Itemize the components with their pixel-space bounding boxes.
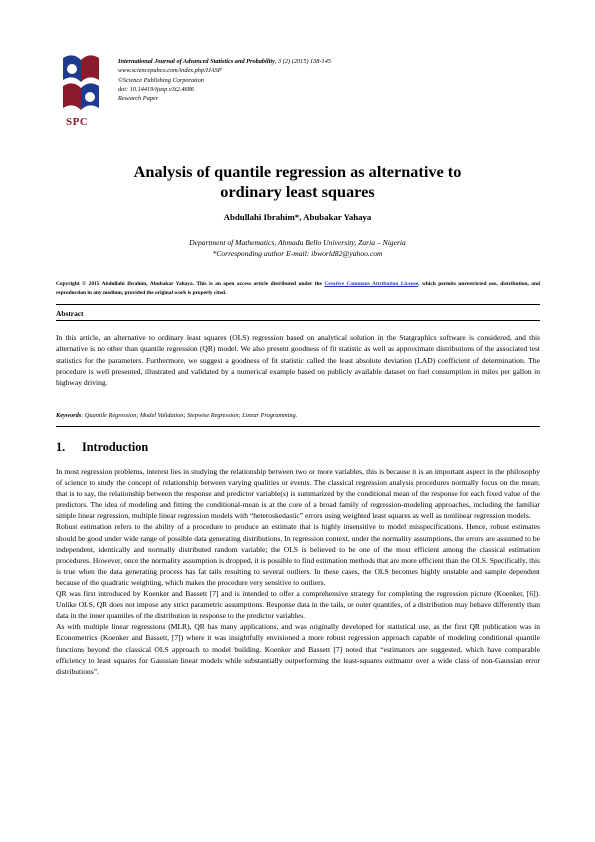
copyright-text-1: Copyright © 2015 Abdullahi Ibrahim, Abubakar Yahaya. This is an open access article distributed under the bbox=[56, 281, 325, 287]
introduction-body bbox=[56, 466, 540, 677]
publisher: ©Science Publishing Corporation bbox=[118, 76, 204, 84]
intro-paragraph: QR was first introduced by Koenker and Bassett [7] and is intended to offer a comprehensive strategy for completing the regression picture (Koenker, [6]). Unlike OLS, QR does not impose any strict parametric assumptions. Response data in the tails, or outer quantiles, of a distribution may behave differently than data in the inner quantiles of the distribution in response to the predictor variables. bbox=[56, 589, 540, 621]
section-number: 1. bbox=[56, 440, 66, 454]
copyright-notice bbox=[56, 280, 540, 297]
journal-website[interactable]: www.sciencepubco.com/index.php/IJASP bbox=[118, 67, 222, 75]
affiliation: Department of Mathematics, Ahmadu Bello University, Zaria – Nigeria bbox=[189, 238, 406, 247]
abstract-heading: Abstract bbox=[56, 309, 84, 318]
abstract-bottom-rule bbox=[56, 426, 540, 427]
section-heading-introduction bbox=[56, 440, 148, 455]
logo-text: SPC bbox=[66, 116, 89, 128]
article-type: Research Paper bbox=[118, 95, 159, 103]
journal-title: International Journal of Advanced Statistics and Probability bbox=[118, 58, 275, 65]
title-line-2: ordinary least squares bbox=[220, 181, 375, 201]
abstract-body: In this article, an alternative to ordinary least squares (OLS) regression based on analytical solution in the Statgraphics software is considered, and this alternative is no other than quantile regression (QR) model. We also present goodness of fit statistic as well as approximate distributions of the associated test statistics for the parameters. Furthermore, we suggest a goodness of fit statistic called the least absolute deviation (LAD) coefficient of determination. The procedure is well presented, illustrated and validated by a numerical example based on publicly available dataset on fuel consumption in miles per gallon in highway driving. bbox=[56, 333, 540, 387]
keywords-list: : Quantile Regression; Model Validation; Stepwise Regression; Linear Programming. bbox=[81, 412, 298, 419]
keywords-label: Keywords bbox=[56, 412, 82, 419]
abstract-heading-rule bbox=[56, 320, 540, 321]
corresponding-author: *Corresponding author E-mail: ibworld82@yahoo.com bbox=[212, 249, 383, 258]
keywords bbox=[56, 412, 540, 419]
title-line-1: Analysis of quantile regression as alternative to bbox=[133, 162, 462, 181]
copyright-text-2: , which permits unrestricted use, distribution, and reproduction in any medium, provided the original work is properly cited. bbox=[56, 281, 540, 296]
intro-paragraph: In most regression problems, interest lies in studying the relationship between two or more variables, this is because it is an important aspect in the philosophy of science to study the concept of relationship between varying qualities or events. The classical regression analysis procedures normally focus on the mean; that is to say, the relationship between the response and predictor variable(s) is summarized by the conditional mean of the response for each fixed value of the predictors. The idea of modeling and fitting the conditional-mean is at the core of a broad family of regression-modeling approaches, including the familiar simple linear regression, multiple linear regression models with “heteroskedastic” errors using weighted least squares as well as nonlinear regression models. bbox=[56, 467, 540, 521]
journal-info bbox=[118, 57, 331, 103]
doi[interactable]: doi: 10.14419/ijasp.v3i2.4686 bbox=[118, 85, 194, 93]
journal-citation bbox=[118, 57, 331, 66]
authors: Abdullahi Ibrahim*, Abubakar Yahaya bbox=[223, 212, 372, 222]
license-link[interactable]: Creative Commons Attribution License bbox=[324, 281, 419, 287]
intro-paragraph: Robust estimation refers to the ability of a procedure to produce an estimate that is highly insensitive to model misspecifications. Hence, robust estimates should be good under wide range of possible data generating distributions. In regression context, under the normality assumptions, the errors are assumed to be independent, identically and normally distributed random variable; the OLS is believed to be one of the most efficient among the classical estimation procedures. However, once the normality assumption is dropped, it is possible to find estimation methods that are more efficient than the OLS. Specifically, this is true when the data generating process has fat tails resulting to several outliers. In these cases, the OLS becomes highly unstable and sample dependent because of the quadratic weighting, which makes the procedure very sensitive to outliers. bbox=[56, 522, 540, 587]
affiliation-block bbox=[60, 237, 535, 259]
paper-title bbox=[60, 162, 535, 201]
section-title: Introduction bbox=[82, 440, 149, 454]
journal-issue: , 3 (2) (2015) 138-145 bbox=[274, 58, 331, 65]
intro-paragraph: As with multiple linear regressions (MLR), QR has many applications, and was originally developed for statistical use, as the first QR publication was in Econometrics (Koenker and Bassett, [7]) where it was insightfully envisioned a more robust regression approach capable of modeling conditional quantile functions beyond the classical OLS approach to model building. Koenker and Bassett [7] noted that “estimators are suggested, which have comparable efficiency to least squares for Gaussian linear models while substantially outperforming the least-squares estimator over a wide class of non-Gaussian error distributions”. bbox=[56, 622, 540, 676]
abstract-top-rule bbox=[56, 304, 540, 305]
